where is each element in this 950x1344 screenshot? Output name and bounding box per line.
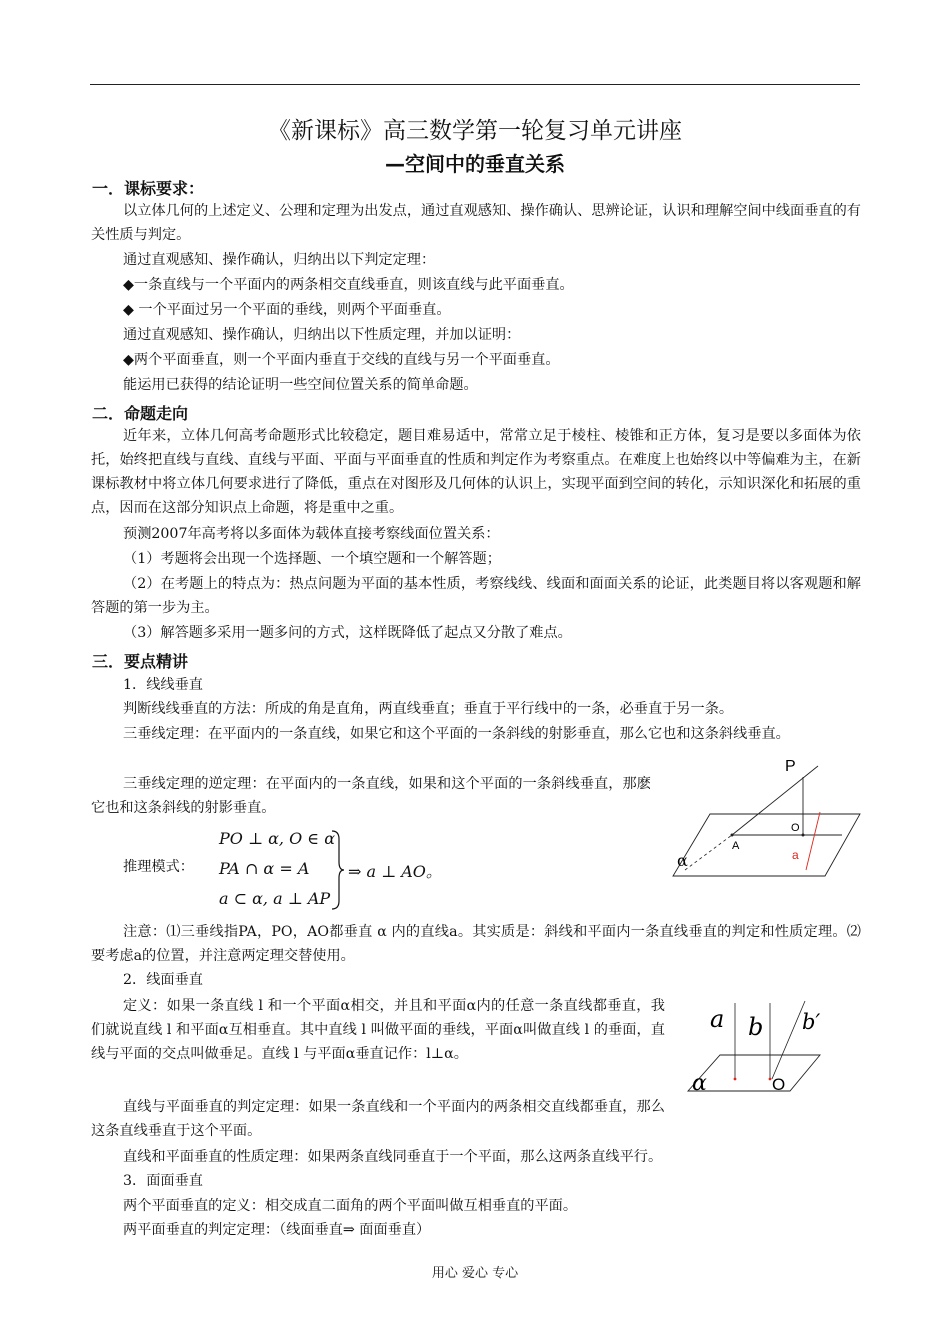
label-P: P <box>785 758 796 775</box>
label-A: A <box>732 840 740 852</box>
label-alpha: α <box>677 851 688 870</box>
brace-icon <box>330 829 346 911</box>
section3-heading: 三．要点精讲 <box>92 652 189 671</box>
subsection-2-title: 2．线面垂直 <box>123 972 203 988</box>
line-perp-methods: 判断线线垂直的方法：所成的角是直角，两直线垂直；垂直于平行线中的一条，必垂直于另一条。 <box>123 701 734 717</box>
plane-plane-definition: 两个平面垂直的定义：相交成直二面角的两个平面叫做互相垂直的平面。 <box>123 1198 578 1214</box>
foot-point-O <box>769 1078 772 1081</box>
section2-item3: （3）解答题多采用一题多问的方式，这样既降低了起点又分散了难点。 <box>123 625 572 641</box>
math-line-3: a ⊂ α, a ⊥ AP <box>219 889 331 908</box>
subsection-1-title: 1．线线垂直 <box>123 677 203 693</box>
line-a <box>806 812 820 870</box>
section2-para: 近年来，立体几何高考命题形式比较稳定，题目难易适中，常常立足于棱柱、棱锥和正方体，复习是要以多面体为依托，始终把直线与直线、直线与平面、平面与平面垂直的性质和判定作为考察重点。在难度上也始终以中等偏难为主，在新课标教材中将立体几何要求进行了降低，重点在对图形及几何体的认识上，实现平面到空间的转化，示知识深化和拓展的重点，因而在这部分知识点上命题，将是重中之重。 <box>91 428 861 516</box>
section1-bullet2: ◆ 一个平面过另一个平面的垂线，则两个平面垂直。 <box>123 302 451 318</box>
section1-bullet1: ◆一条直线与一个平面内的两条相交直线垂直，则该直线与此平面垂直。 <box>123 277 574 293</box>
section2-item2: （2）在考题上的特点为：热点问题为平面的基本性质，考察线线、线面和面面关系的论证，此类题目将以客观题和解答题的第一步为主。 <box>91 576 861 616</box>
math-result: ⇒ a ⊥ AO。 <box>348 862 442 881</box>
label-alpha-2: α <box>692 1071 707 1095</box>
page-footer: 用心 爱心 专心 <box>431 1266 519 1281</box>
note-paragraph: 注意：⑴三垂线指PA，PO，AO都垂直 α 内的直线a。其实质是：斜线和平面内一条直线垂直的判定和性质定理。⑵要考虑a的位置，并注意两定理交替使用。 <box>91 924 861 964</box>
label-b: b <box>748 1013 764 1041</box>
line-plane-property: 直线和平面垂直的性质定理：如果两条直线同垂直于一个平面，那么这两条直线平行。 <box>123 1149 663 1165</box>
header-rule <box>90 84 860 85</box>
line-PA <box>732 766 818 835</box>
page-subtitle: —空间中的垂直关系 <box>385 152 565 176</box>
plane-alpha-shape <box>673 814 860 876</box>
label-a-2: a <box>710 1005 725 1033</box>
math-line-2: PA ∩ α = A <box>219 859 310 878</box>
line-plane-figure <box>680 995 830 1095</box>
line-plane-definition: 定义：如果一条直线 l 和一个平面α相交，并且和平面α内的任意一条直线都垂直，我们就说直线 l 和平面α互相垂直。其中直线 l 叫做平面的垂线，平面α叫做直线 l 的垂面，直线与平面的交点叫做垂足。直线 l 与平面α垂直记作：l⊥α。 <box>91 998 665 1062</box>
section1-line4: 能运用已获得的结论证明一些空间位置关系的简单命题。 <box>123 377 478 393</box>
section1-bullet3: ◆两个平面垂直，则一个平面内垂直于交线的直线与另一个平面垂直。 <box>123 352 560 368</box>
line-b-prime <box>772 1001 805 1079</box>
section1-heading: 一．课标要求： <box>92 179 205 198</box>
label-b-prime: b′ <box>802 1010 821 1034</box>
label-O-2: O <box>772 1075 786 1094</box>
section2-heading: 二．命题走向 <box>92 404 189 423</box>
plane-plane-criterion: 两平面垂直的判定定理：（线面垂直⇒ 面面垂直） <box>123 1222 431 1238</box>
section2-predict: 预测2007年高考将以多面体为载体直接考察线面位置关系： <box>123 526 500 542</box>
section1-line2: 通过直观感知、操作确认，归纳出以下判定定理： <box>123 252 436 268</box>
three-perp-theorem: 三垂线定理：在平面内的一条直线，如果它和这个平面的一条斜线的射影垂直，那么它也和这条斜线垂直。 <box>123 726 790 742</box>
section2-item1: （1）考题将会出现一个选择题、一个填空题和一个解答题； <box>123 551 501 567</box>
section1-line3: 通过直观感知、操作确认，归纳出以下性质定理，并加以证明： <box>123 327 521 343</box>
foot-point-a <box>734 1078 737 1081</box>
label-a: a <box>792 848 799 862</box>
line-plane-criterion: 直线与平面垂直的判定定理：如果一条直线和一个平面内的两条相交直线都垂直，那么这条直线垂直于这个平面。 <box>91 1099 665 1139</box>
subsection-3-title: 3．面面垂直 <box>123 1173 203 1189</box>
dashed-line <box>685 835 732 870</box>
point-A <box>731 834 734 837</box>
label-O: O <box>791 822 800 834</box>
three-perp-figure <box>665 752 865 882</box>
point-O <box>802 834 805 837</box>
math-line-1: PO ⊥ α, O ∈ α <box>219 829 336 848</box>
reasoning-label: 推理模式： <box>123 859 194 875</box>
section1-intro: 以立体几何的上述定义、公理和定理为出发点，通过直观感知、操作确认、思辨论证，认识和理解空间中线面垂直的有关性质与判定。 <box>91 203 861 243</box>
page-title: 《新课标》高三数学第一轮复习单元讲座 <box>268 118 682 144</box>
three-perp-converse: 三垂线定理的逆定理：在平面内的一条直线，如果和这个平面的一条斜线垂直，那麽它也和这条斜线的射影垂直。 <box>91 776 651 816</box>
plane-alpha-shape-2 <box>688 1055 820 1091</box>
